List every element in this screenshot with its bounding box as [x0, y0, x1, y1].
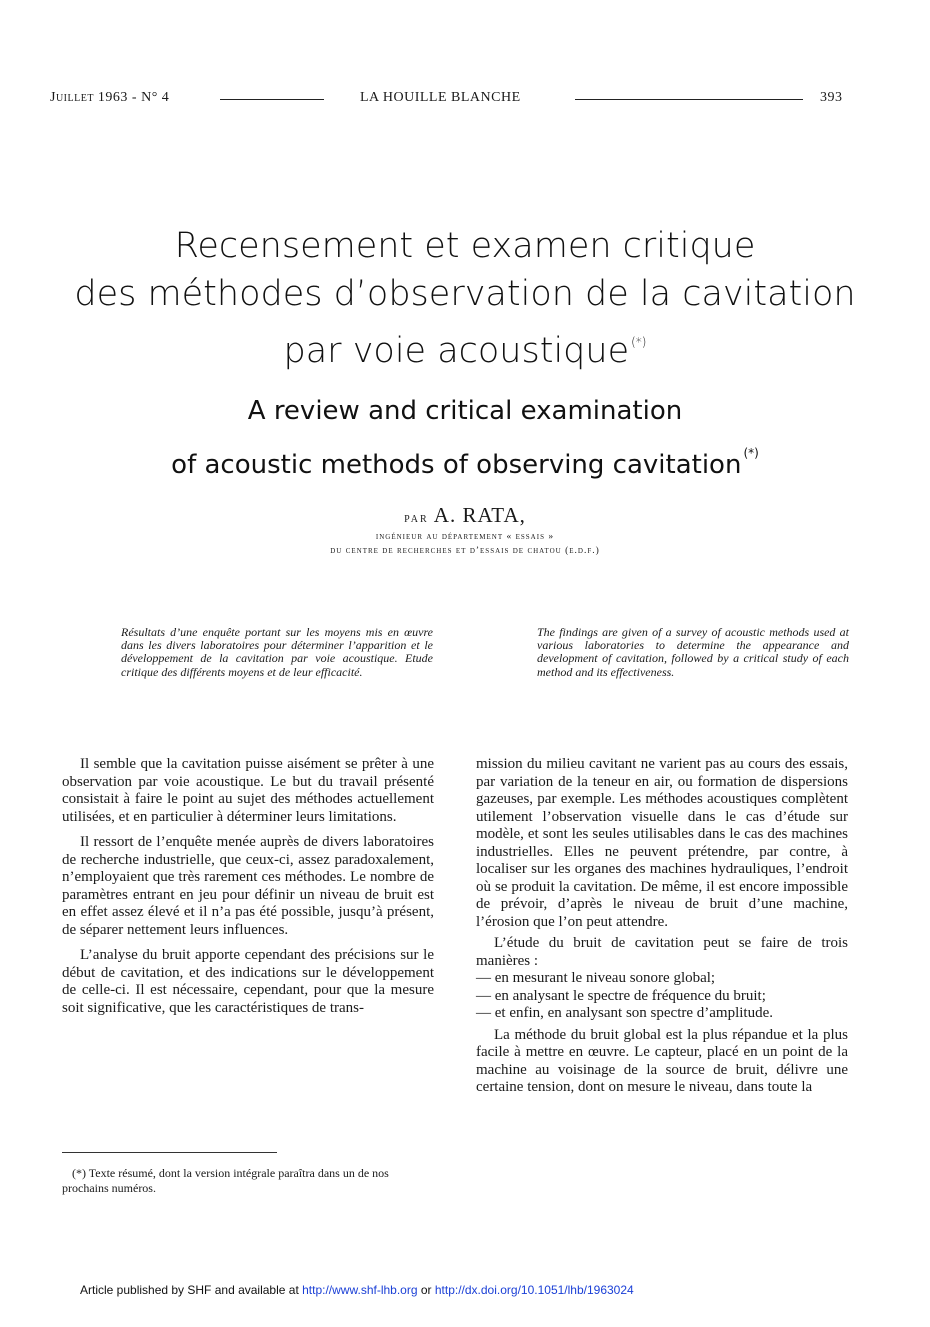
abstract-french: Résultats d’une enquête portant sur les moyens mis en œuvre dans les divers laboratoires pour déterminer l’apparition et le développement de la cavitation par voie acoustique. Etude critique des différents moyens et de leur efficacité. [121, 625, 433, 679]
shf-link[interactable]: http://www.shf-lhb.org [302, 1283, 418, 1297]
list-item: — et enfin, en analysant son spectre d’amplitude. [476, 1005, 773, 1021]
paragraph: Il ressort de l’enquête menée auprès de divers laboratoires de recherche industrielle, que ceux-ci, assez paradoxalement, n’employaient que très rarement ces méthodes. Le nombre de paramètres entrant en jeu pour définir un niveau de bruit est en effet assez élevé et il n’a pas été possible, jusqu’à présent, de séparer nettement leurs influences. [62, 834, 434, 938]
list-item: — en analysant le spectre de fréquence du bruit; [476, 987, 766, 1004]
title-line-3: par voie acoustique (*) [283, 331, 647, 371]
publication-prefix: Article published by SHF and available at [80, 1283, 303, 1297]
paragraph: L’étude du bruit de cavitation peut se faire de trois manières : [476, 935, 848, 969]
author-affiliation [0, 530, 930, 558]
issue-info: Juillet 1963 - N° 4 [50, 90, 170, 105]
paragraph: mission du milieu cavitant ne varient pas au cours des essais, par variation de la teneur en air, ou formation de dispersions gazeuses, par exemple. Les méthodes acoustiques complètent utilement l’observation visuelle dans le cas d’étude sur modèle, et sont les seules utilisables dans le cas des machines industrielles. Elles ne peuvent prétendre, par contre, à localiser sur les organes des machines hydrauliques, l’endroit où se produit la cavitation. De même, il est encore impossible de prévoir, d’après le niveau de bruit d’une machine, l’érosion que l’on peut attendre. [476, 756, 848, 930]
subtitle-line-2: of acoustic methods of observing cavitation (*) [171, 446, 759, 480]
page-number: 393 [820, 90, 843, 105]
publication-notice [80, 1283, 880, 1297]
footnote-rule [62, 1152, 277, 1153]
affiliation-line-1: ingénieur au département « essais » [375, 532, 555, 542]
subtitle-footnote-mark: (*) [743, 446, 759, 460]
running-header [50, 90, 850, 110]
french-title [0, 222, 930, 375]
doi-link[interactable]: http://dx.doi.org/10.1051/lhb/1963024 [434, 1283, 634, 1297]
paragraph: L’analyse du bruit apporte cependant des précisions sur le début de cavitation, et des indications sur le développement de celle-ci. Il est nécessaire, cependant, pour que la mesure soit significative, que les caractéristiques de trans- [62, 947, 434, 1016]
journal-name: LA HOUILLE BLANCHE [360, 90, 521, 105]
english-title [0, 390, 930, 486]
publication-or: or [417, 1283, 435, 1297]
paragraph: La méthode du bruit global est la plus répandue et la plus facile à mettre en œuvre. Le capteur, placé en un point de la machine au voisinage de la source de bruit, délivre une certaine tension, dont on mesure le niveau, dans toute la [476, 1026, 848, 1095]
subtitle-line-1: A review and critical examination [247, 396, 683, 426]
paragraph: Il semble que la cavitation puisse aisément se prêter à une observation par voie acoustique. Le but du travail présenté consistait à faire le point au sujet des méthodes actuellement utilisées, et en particulier à déterminer leurs limitations. [62, 756, 434, 825]
abstract-english: The findings are given of a survey of acoustic methods used at various laboratories to determine the appearance and development of cavitation, followed by a critical study of each method and its effectiveness. [537, 625, 849, 679]
title-footnote-mark: (*) [631, 335, 647, 349]
author-by: par [404, 511, 429, 526]
header-rule-left [220, 99, 324, 100]
header-rule-right [575, 99, 803, 100]
footnote: (*) Texte résumé, dont la version intégrale paraîtra dans un de nos prochains numéros. [62, 1166, 389, 1195]
body-column-left [62, 756, 434, 1025]
body-column-right [476, 756, 848, 1105]
affiliation-line-2: du centre de recherches et d’essais de chatou (e.d.f.) [330, 546, 600, 556]
title-line-1: Recensement et examen critique [174, 226, 756, 266]
list-item: — en mesurant le niveau sonore global; [476, 970, 716, 986]
title-line-2: des méthodes d’observation de la cavitation [74, 274, 856, 314]
author-name: A. RATA, [433, 503, 526, 527]
author-line [0, 503, 930, 528]
